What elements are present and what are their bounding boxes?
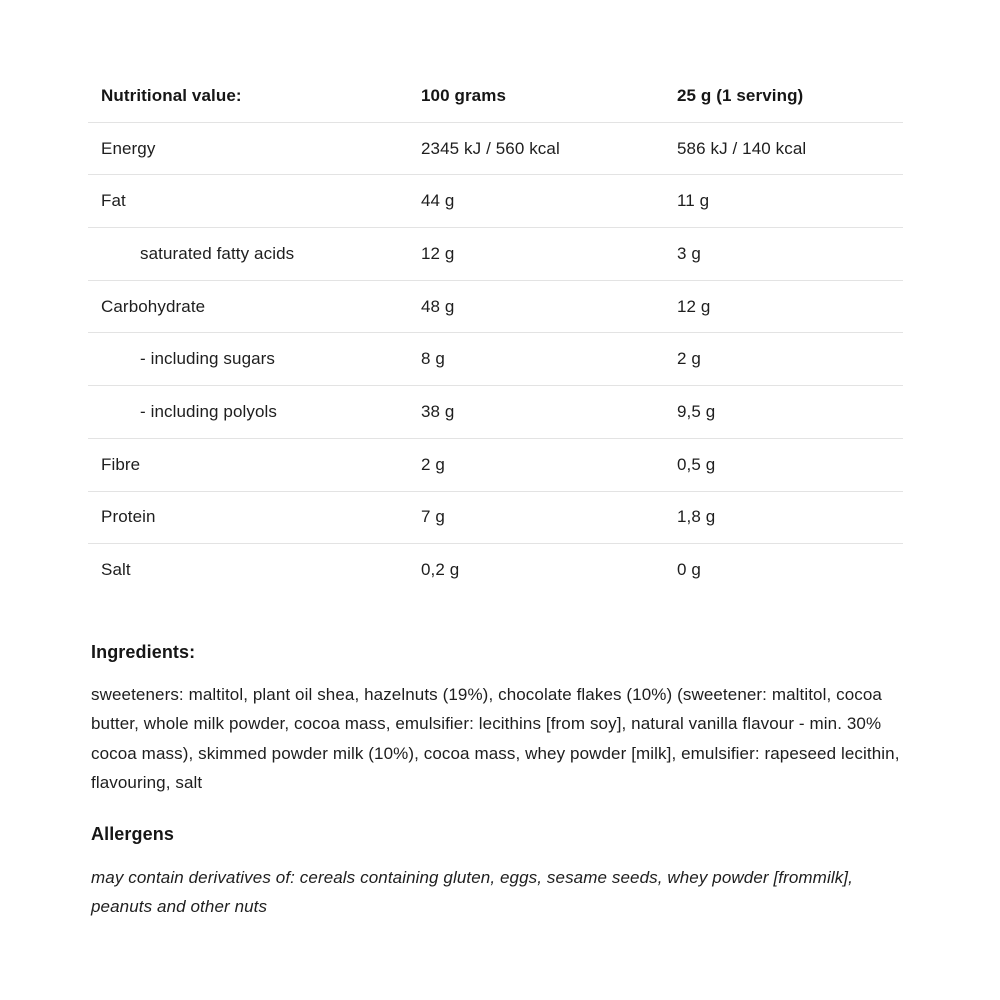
- row-value-100g: 44 g: [421, 191, 455, 211]
- allergens-heading: Allergens: [91, 823, 174, 844]
- table-row: [88, 175, 903, 228]
- row-value-serving: 586 kJ / 140 kcal: [677, 138, 807, 158]
- header-nutritional-value: Nutritional value:: [101, 85, 242, 105]
- allergens-section: [88, 824, 903, 922]
- table-row: [88, 228, 903, 281]
- row-label: - including polyols: [140, 401, 278, 421]
- row-label: Protein: [101, 507, 156, 527]
- row-label: - including sugars: [140, 349, 276, 369]
- ingredients-heading: Ingredients:: [91, 641, 196, 662]
- row-value-serving: 3 g: [677, 243, 701, 263]
- ingredients-text: sweeteners: maltitol, plant oil shea, hazelnuts (19%), chocolate flakes (10%) (sweetener: maltitol, cocoa butter, whole milk powder, cocoa mass, emulsifier: lecithins [from soy], natural vanilla flavour - min. 30% cocoa mass), skimmed powder milk (10%), cocoa mass, whey powder [milk], emulsifier: rapeseed lecithin, flavouring, salt: [91, 684, 900, 793]
- row-value-100g: 2345 kJ / 560 kcal: [421, 138, 560, 158]
- nutrition-table-header-row: [88, 70, 903, 123]
- row-value-serving: 1,8 g: [677, 507, 716, 527]
- table-row: [88, 333, 903, 386]
- allergens-text: may contain derivatives of: cereals containing gluten, eggs, sesame seeds, whey powder [frommilk], peanuts and other nuts: [91, 867, 853, 917]
- row-label: Salt: [101, 560, 131, 580]
- row-value-100g: 0,2 g: [421, 560, 460, 580]
- nutrition-table: [88, 70, 903, 596]
- header-100-grams: 100 grams: [421, 85, 507, 105]
- table-row: [88, 386, 903, 439]
- nutrition-label-page: [88, 70, 903, 922]
- table-row: [88, 492, 903, 545]
- table-row: [88, 439, 903, 492]
- row-label: Energy: [101, 138, 156, 158]
- ingredients-section: [88, 642, 903, 798]
- row-value-serving: 0 g: [677, 560, 701, 580]
- row-value-serving: 12 g: [677, 296, 711, 316]
- row-value-100g: 7 g: [421, 507, 445, 527]
- table-row: [88, 281, 903, 334]
- row-value-serving: 9,5 g: [677, 401, 716, 421]
- row-value-serving: 11 g: [677, 191, 710, 211]
- table-row: [88, 544, 903, 596]
- row-value-serving: 0,5 g: [677, 454, 716, 474]
- row-value-100g: 8 g: [421, 349, 445, 369]
- table-row: [88, 123, 903, 176]
- row-value-100g: 38 g: [421, 401, 455, 421]
- row-value-100g: 2 g: [421, 454, 445, 474]
- row-label: Fat: [101, 191, 126, 211]
- row-label: Fibre: [101, 454, 141, 474]
- header-serving: 25 g (1 serving): [677, 85, 804, 105]
- row-value-100g: 12 g: [421, 243, 455, 263]
- row-value-serving: 2 g: [677, 349, 701, 369]
- nutrition-table-body: [88, 123, 903, 596]
- row-value-100g: 48 g: [421, 296, 455, 316]
- row-label: Carbohydrate: [101, 296, 206, 316]
- row-label: saturated fatty acids: [140, 243, 295, 263]
